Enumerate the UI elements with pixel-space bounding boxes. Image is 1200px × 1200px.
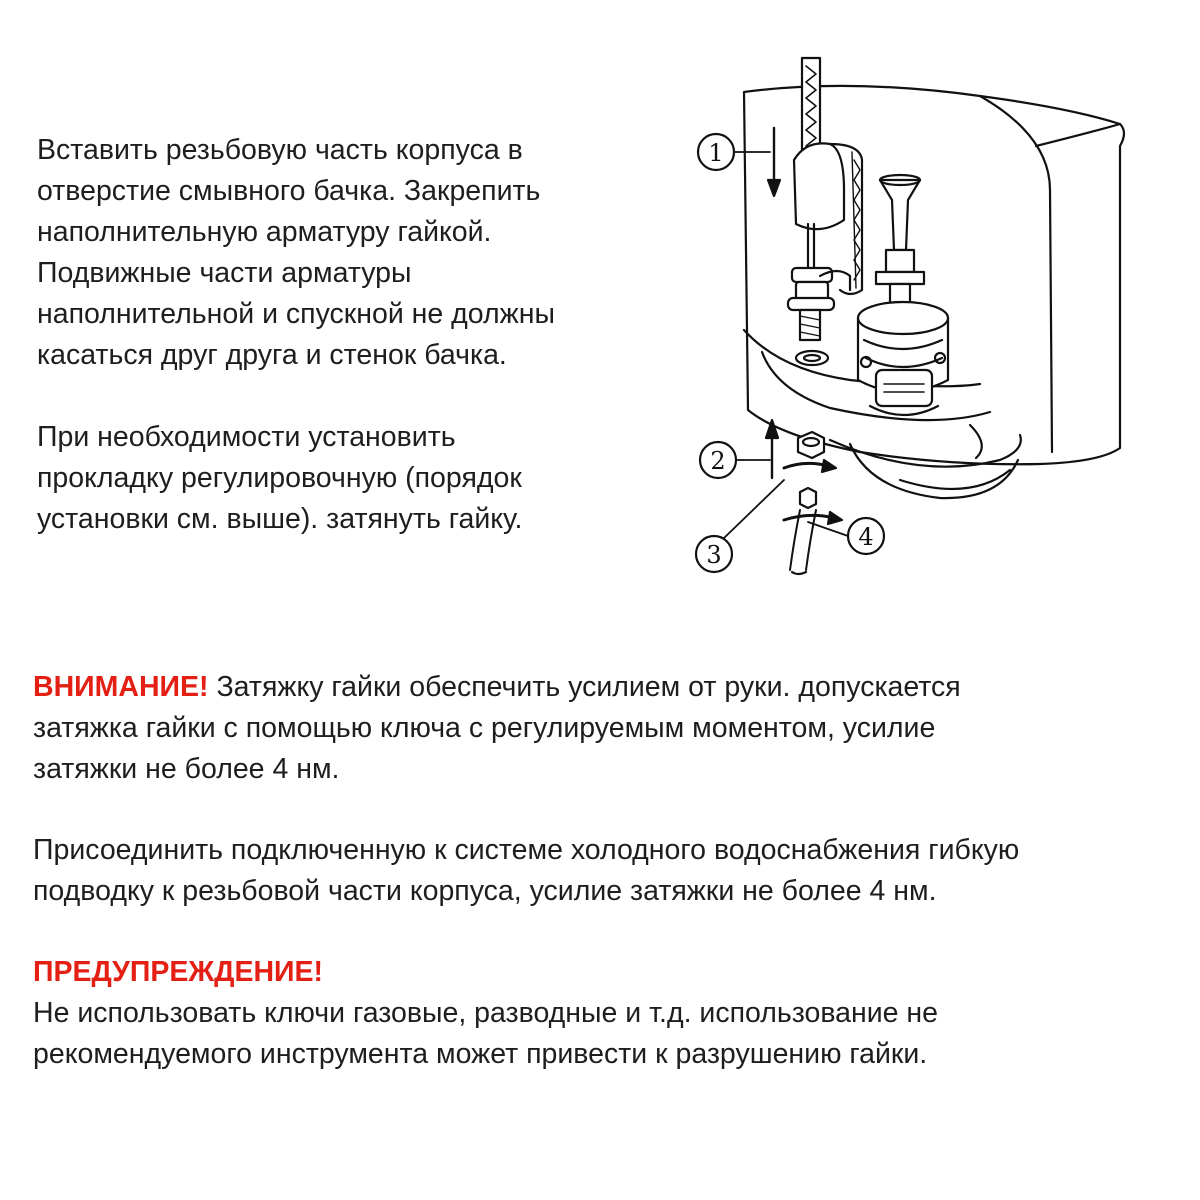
callout-3 bbox=[696, 536, 732, 572]
gasket-line: прокладку регулировочную (порядок bbox=[37, 462, 522, 494]
gasket-paragraph bbox=[37, 417, 657, 540]
external-parts bbox=[790, 432, 824, 574]
callout-1-label: 1 bbox=[708, 139, 724, 167]
intro-line: наполнительной и спускной не должны bbox=[37, 298, 555, 330]
callout-2 bbox=[700, 442, 736, 478]
warning-line: Не использовать ключи газовые, разводные и т.д. использование не bbox=[33, 997, 939, 1029]
intro-line: отверстие смывного бачка. Закрепить bbox=[37, 175, 541, 207]
flush-valve bbox=[858, 175, 948, 415]
attention-line: затяжка гайки с помощью ключа с регулируемым моментом, усилие bbox=[33, 712, 936, 744]
connect-line: подводку к резьбовой части корпуса, усилие затяжки не более 4 нм. bbox=[33, 875, 937, 907]
toilet-tank-diagram bbox=[680, 40, 1180, 600]
gasket-line: установки см. выше). затянуть гайку. bbox=[37, 503, 523, 535]
attention-line: затяжки не более 4 нм. bbox=[33, 753, 340, 785]
tank-nut-hole bbox=[804, 355, 820, 361]
connect-line: Присоединить подключенную к системе холодного водоснабжения гибкую bbox=[33, 834, 1020, 866]
intro-line: наполнительную арматуру гайкой. bbox=[37, 216, 492, 248]
attention-paragraph bbox=[33, 667, 1173, 790]
arrow-up-2 bbox=[766, 420, 778, 478]
attention-label: ВНИМАНИЕ! bbox=[33, 671, 209, 703]
callout-4-label: 4 bbox=[858, 523, 874, 551]
intro-paragraph bbox=[37, 130, 657, 376]
fill-valve bbox=[788, 58, 862, 340]
connect-paragraph bbox=[33, 830, 1183, 912]
callout-1 bbox=[698, 134, 734, 170]
tank-nut bbox=[796, 351, 828, 365]
gasket-line: При необходимости установить bbox=[37, 421, 456, 453]
warning-label: ПРЕДУПРЕЖДЕНИЕ! bbox=[33, 956, 324, 988]
attention-line: Затяжку гайки обеспечить усилием от руки. допускается bbox=[208, 671, 961, 703]
intro-line: Вставить резьбовую часть корпуса в bbox=[37, 134, 523, 166]
callout-3-label: 3 bbox=[706, 541, 722, 569]
arrow-down-1 bbox=[768, 128, 780, 196]
callout-4 bbox=[848, 518, 884, 554]
callout-2-label: 2 bbox=[710, 447, 726, 475]
warning-line: рекомендуемого инструмента может привести к разрушению гайки. bbox=[33, 1038, 928, 1070]
intro-line: Подвижные части арматуры bbox=[37, 257, 412, 289]
intro-line: касаться друг друга и стенок бачка. bbox=[37, 339, 507, 371]
warning-paragraph bbox=[33, 993, 1173, 1075]
